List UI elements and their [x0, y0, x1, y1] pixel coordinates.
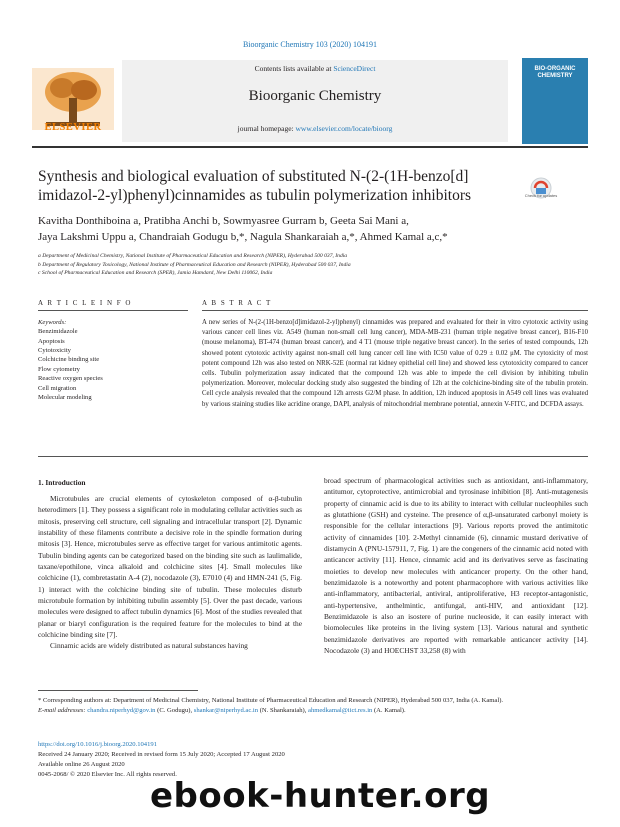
email-label: E-mail addresses:: [38, 706, 88, 714]
keyword: Cell migration: [38, 384, 77, 392]
journal-reference[interactable]: Bioorganic Chemistry 103 (2020) 104191: [242, 40, 378, 49]
keyword: Reactive oxygen species: [38, 375, 103, 383]
authors-line: Jaya Lakshmi Uppu a, Chandraiah Godugu b,*, Nagula Shankaraiah a,*, Ahmed Kamal a,c,*: [38, 230, 448, 243]
title-line: imidazol-2-yl)phenyl)cinnamides as tubulin polymerization inhibitors: [38, 187, 472, 205]
abstract-text: A new series of N-(2-(1H-benzo[d]imidazol-2-yl)phenyl) cinnamides was prepared and evaluated for their in vitro cytotoxic activity using various cancer cell lines viz. A549 (human non-small cell lung cancer), MDA-MB-231 (human triple negative breast cancer), B16-F10 (mouse melanoma), BT-474 (human breast cancer), and 4 T1 (mouse triple negative breast cancer). In the series of tested compounds, 12h showed potent cytotoxic activity against non-small cell lung cancer cell line with IC50 value of 0.29 ± 0.02 μM. The cytoxicity of most potent compound 12h was also tested on NRK-52E (normal rat kidney epithelial cell line) and showed less cytotoxicity compared to cancer cells. Tubulin polymerization assay indicated that the compound 12h was able to impede the cell division by inhibiting tubulin polymerization. Moreover, molecular docking study also suggested the binding of 12h at the colchicine-binding site of the tubulin protein. Cell cycle analysis revealed that the compound 12h arrests G2/M phase. In addition, 12h induced apoptosis in A549 cell lines was evaluated by various staining studies like acridine orange, DAPI, analysis of mitochondrial membrane potential, annexin V-FITC, and DCFDA assays.: [202, 319, 588, 408]
abstract-heading: A B S T R A C T: [202, 299, 272, 307]
email-link[interactable]: chandra.niperhyd@gov.in: [87, 706, 156, 714]
affiliation: a Department of Medicinal Chemistry, National Institute of Pharmaceutical Education and Research (NIPER), Hyderabad 500 037, India: [38, 253, 348, 259]
affiliations: [38, 252, 588, 278]
paragraph: Microtubules are crucial elements of cytoskeleton composed of α-β-tubulin heterodimers [1]. They possess a significant role in modulating cellular activities such as mitosis, preserving cell structure, cell signaling and intracellular transport [2]. Dynamic instability of these filaments contribute a decisive role in the spindle formation during mitosis [3]. Hence, microtubules serve as effective target for various antimitotic agents. Tubulin binding agents can be categorized based on the binding site such as laulimalide, taxane/epothilone, vinca alkaloid and colchicine sites [4]. Small molecules like colchicine (1), combretastatin A-4 (2), nocodazole (3), E7010 (4) and HMN-241 (5, Fig. 1) interact with the colchicine binding site of tubulin. These molecules disturb microtubule formation by inhibiting tubulin assembly [5]. Over the past decade, various molecules were designed to affect tubulin dynamics [6]. Most of the studies revealed that planar or biaryl configuration is the required feature for the molecules to bind at the colchicine binding site [7].: [38, 494, 302, 639]
affiliation: b Department of Regulatory Toxicology, National Institute of Pharmaceutical Education and Research (NIPER), Hyderabad 500 037, India: [38, 261, 351, 268]
email-link[interactable]: shankar@niperhyd.ac.in: [193, 706, 259, 714]
contents-line: [122, 64, 508, 73]
available-online: Available online 26 August 2020: [38, 760, 125, 768]
corresponding-authors: * Corresponding authors at: Department of Medicinal Chemistry, National Institute of Pharmaceutical Education and Research (NIPER), Hyderabad 500 037, India (A. Kamal).: [38, 697, 504, 704]
received-dates: Received 24 January 2020; Received in revised form 15 July 2020; Accepted 17 August 2020: [38, 750, 285, 758]
left-column: [38, 493, 302, 652]
footnote-rule: [38, 690, 198, 691]
email-owner: (N. Shankaraiah),: [258, 706, 309, 714]
copyright: 0045-2068/ © 2020 Elsevier Inc. All rights reserved.: [38, 770, 177, 778]
keyword: Molecular modeling: [38, 393, 92, 401]
email-link[interactable]: ahmedkamal@iict.res.in: [308, 706, 373, 714]
keyword: Cytotoxicity: [38, 347, 71, 355]
email-owner: (C. Godugu),: [155, 706, 194, 714]
cover-title: BIO-ORGANIC CHEMISTRY: [534, 66, 576, 79]
right-column: [324, 475, 588, 656]
paragraph: broad spectrum of pharmacological activities such as antioxidant, anti-inflammatory, antitumor, cytoprotective, antimicrobial and tyrosinase inhibition [8]. Anti-mutagenesis property of cinnamic acid is due to its ability to interact with cellular nucleophiles such as glutathione (GSH) and cysteine. The presence of α,β-unsaturated carbonyl moiety is responsible for the cellular interactions [9]. Various reports proved the antimitotic activity of cinnamides [10]. 2-Methyl cinnamide (6), cinnamic mustard derivative of distamycin A (PNU-157911, 7, Fig. 1) are the congeners of the cinnamic acid noted with anticancer activity [11]. Hence, cinnamic acid and its derivatives serve as fascinating moieties to develop new molecules with anticancer property. On the other hand, benzimidazole is a noteworthy and potent pharmacophore with various activities like anti-inflammatory, antibacterial, antiviral, antiproliferative, H3 receptor-antagonistic, anti-hypertensive, anthelmintic, antifungal, anti-HIV, and antioxidant [12]. Benzimidazole is also an isostere of purine nucleoside, it can easily interact with biomolecules like proteins in the living system [13]. Various natural and synthetic benzimidazole derivatives are reported with remarkable anticancer activity [14]. Nocodazole (3) and HOECHST 33,258 (8) with: [324, 476, 588, 655]
correspondence-footnote: [38, 696, 588, 716]
check-for-updates-label[interactable]: Check for updates: [524, 193, 558, 198]
article-info-rule: [38, 310, 188, 311]
article-title: [38, 167, 488, 206]
section-heading-introduction: 1. Introduction: [38, 478, 86, 487]
author-list: [38, 214, 578, 246]
article-info-heading: A R T I C L E I N F O: [38, 299, 132, 307]
homepage-link[interactable]: www.elsevier.com/locate/bioorg: [295, 124, 393, 133]
abstract-bottom-rule: [38, 456, 588, 457]
email-addresses: [38, 706, 588, 716]
watermark: ebook-hunter.org: [150, 776, 491, 816]
keyword: Apoptosis: [38, 337, 65, 345]
journal-title: Bioorganic Chemistry: [248, 88, 382, 104]
keywords-block: [38, 318, 188, 402]
keyword: Benzimidazole: [38, 328, 78, 336]
contents-prefix: Contents lists available at: [254, 64, 334, 73]
homepage-prefix: journal homepage:: [237, 124, 296, 133]
keyword: Flow cytometry: [38, 365, 80, 373]
header-divider: [32, 146, 588, 148]
abstract-rule: [202, 310, 588, 311]
authors-line: Kavitha Donthiboina a, Pratibha Anchi b, Sowmyasree Gurram b, Geeta Sai Mani a,: [38, 215, 409, 227]
title-line: Synthesis and biological evaluation of substituted N-(2-(1H-benzo[d]: [38, 168, 469, 185]
paragraph: Cinnamic acids are widely distributed as natural substances having: [50, 641, 248, 651]
keywords-label: Keywords:: [38, 319, 67, 326]
keyword: Colchicine binding site: [38, 356, 100, 364]
article-history: [38, 740, 588, 780]
elsevier-wordmark: ELSEVIER: [44, 122, 102, 133]
affiliation: c School of Pharmaceutical Education and Research (SPER), Jamia Hamdard, New Delhi 110062, India: [38, 270, 273, 277]
journal-homepage: [122, 124, 508, 133]
sciencedirect-link[interactable]: ScienceDirect: [333, 64, 376, 73]
doi-link[interactable]: https://doi.org/10.1016/j.bioorg.2020.104191: [38, 741, 157, 748]
email-owner: (A. Kamal).: [372, 706, 406, 714]
